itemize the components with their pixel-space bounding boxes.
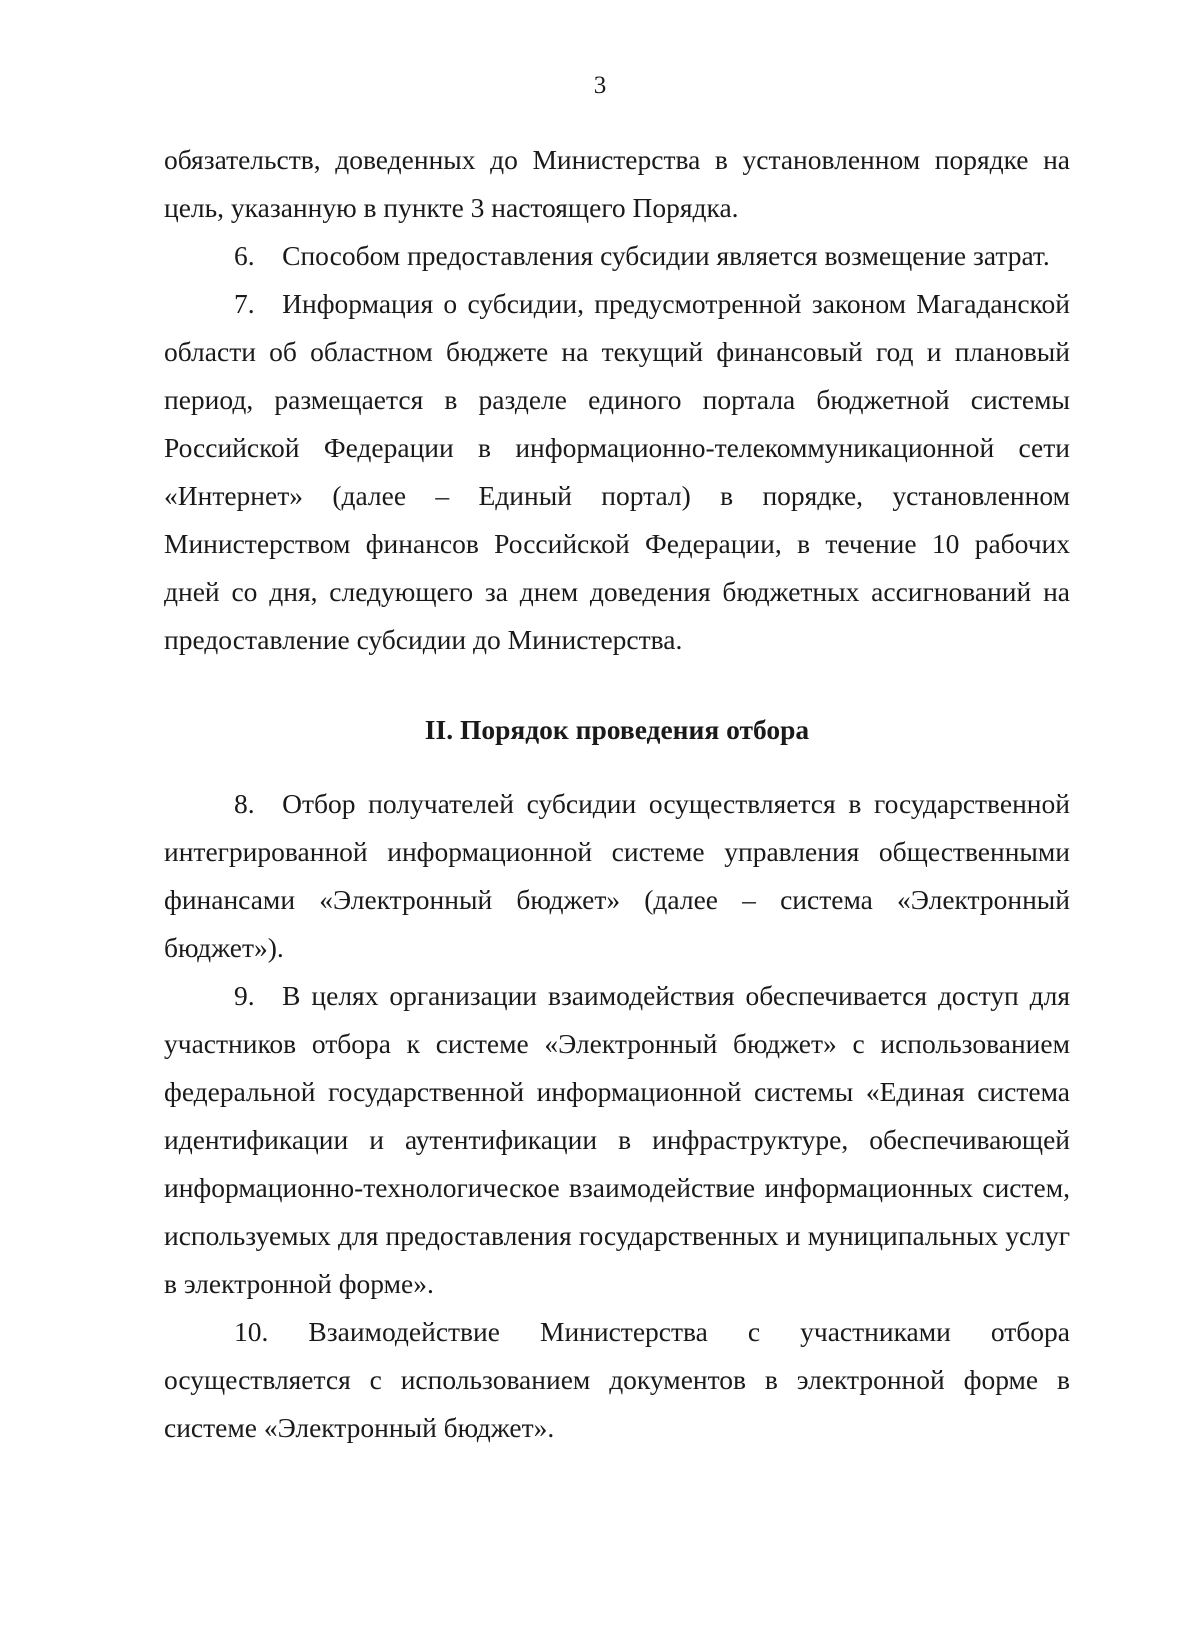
paragraph-10: 10. Взаимодействие Министерства с участниками отбора осуществляется с использованием документов в электронной форме в системе «Электронный бюджет». <box>164 1316 1070 1443</box>
paragraph-9: 9. В целях организации взаимодействия обеспечивается доступ для участников отбора к системе «Электронный бюджет» с использованием федеральной государственной информационной системы «Единая система идентификации и аутентификации в инфраструктуре, обеспечивающей информационно-технологическое взаимодействие информационных систем, используемых для предоставления государственных и муниципальных услуг в электронной форме». <box>164 980 1070 1299</box>
paragraph-8: 8. Отбор получателей субсидии осуществляется в государственной интегрированной информационной системе управления общественными финансами «Электронный бюджет» (далее – система «Электронный бюджет»). <box>164 788 1070 963</box>
paragraph-6: 6. Способом предоставления субсидии является возмещение затрат. <box>234 240 1050 271</box>
paragraph-continuation: обязательств, доведенных до Министерства в установленном порядке на цель, указанную в пункте 3 настоящего Порядка. <box>164 144 1070 223</box>
document-body <box>164 136 1070 1452</box>
paragraph-7: 7. Информация о субсидии, предусмотренной законом Магаданской области об областном бюджете на текущий финансовый год и плановый период, размещается в разделе единого портала бюджетной системы Российской Федерации в информационно-телекоммуникационной сети «Интернет» (далее – Единый портал) в порядке, установленном Министерством финансов Российской Федерации, в течение 10 рабочих дней со дня, следующего за днем доведения бюджетных ассигнований на предоставление субсидии до Министерства. <box>164 288 1070 655</box>
page-number: 3 <box>593 72 607 99</box>
section-heading: II. Порядок проведения отбора <box>424 714 810 745</box>
